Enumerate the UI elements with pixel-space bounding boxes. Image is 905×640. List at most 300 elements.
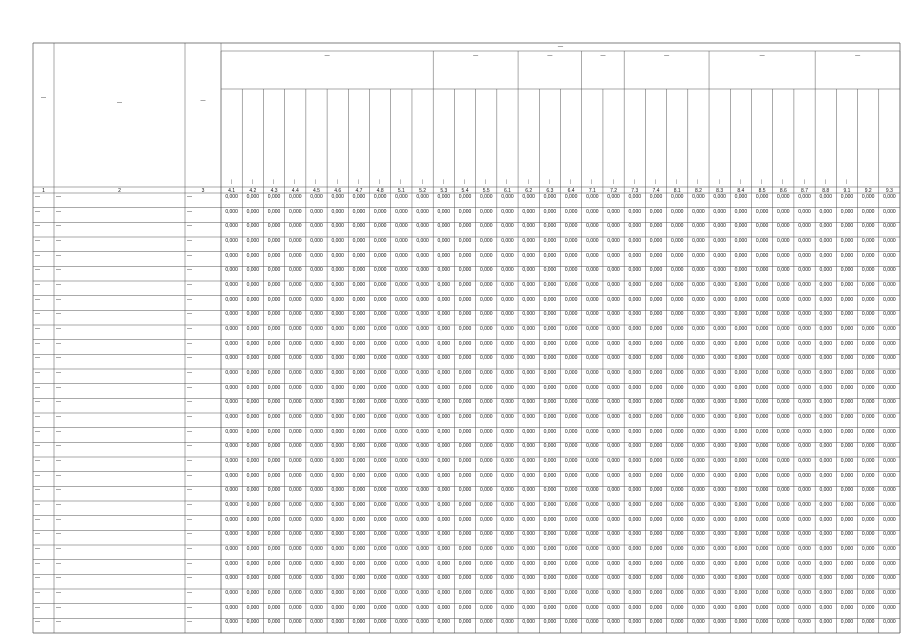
value-cell: 0,000 bbox=[373, 252, 387, 259]
value-cell: 0,000 bbox=[267, 516, 281, 523]
value-cell: 0,000 bbox=[692, 311, 705, 318]
header-indicator-label: — bbox=[271, 179, 277, 184]
value-cell: 0,000 bbox=[840, 252, 854, 259]
value-cell: 0,000 bbox=[628, 472, 642, 479]
value-cell: 0,000 bbox=[840, 208, 854, 215]
value-cell: 0,000 bbox=[331, 472, 344, 479]
value-cell: 0,000 bbox=[734, 443, 748, 450]
value-cell: 0,000 bbox=[289, 560, 302, 567]
value-cell: 0,000 bbox=[501, 428, 514, 435]
value-cell: 0,000 bbox=[479, 575, 493, 582]
value-cell: 0,000 bbox=[713, 428, 726, 435]
value-cell: 0,000 bbox=[501, 502, 514, 508]
value-cell: 0,000 bbox=[564, 414, 578, 420]
value-cell: 0,000 bbox=[692, 619, 705, 626]
value-cell: 0,000 bbox=[861, 267, 875, 274]
value-cell: 0,000 bbox=[819, 355, 832, 362]
value-cell: 0,000 bbox=[352, 458, 366, 464]
value-cell: 0,000 bbox=[437, 326, 451, 332]
value-cell: 0,000 bbox=[670, 575, 684, 582]
value-cell: 0,000 bbox=[310, 311, 323, 318]
value-cell: 0,000 bbox=[564, 443, 578, 450]
value-cell: 0,000 bbox=[819, 208, 832, 215]
value-cell: 0,000 bbox=[501, 252, 514, 259]
value-cell: 0,000 bbox=[883, 223, 896, 230]
value-cell: 0,000 bbox=[267, 223, 281, 230]
value-cell: 0,000 bbox=[543, 575, 557, 582]
value-cell: 0,000 bbox=[819, 282, 832, 288]
value-cell: 0,000 bbox=[777, 531, 790, 538]
value-cell: 0,000 bbox=[310, 531, 323, 538]
value-cell: 0,000 bbox=[543, 370, 557, 376]
project-id: — bbox=[187, 575, 192, 582]
value-cell: 0,000 bbox=[564, 370, 578, 376]
value-cell: 0,000 bbox=[501, 472, 514, 479]
value-cell: 0,000 bbox=[289, 326, 302, 332]
header-indicator-label: — bbox=[822, 179, 828, 184]
value-cell: 0,000 bbox=[840, 223, 854, 230]
value-cell: 0,000 bbox=[437, 414, 451, 420]
column-number: 5.4 bbox=[461, 187, 469, 193]
value-cell: 0,000 bbox=[479, 326, 493, 332]
value-cell: 0,000 bbox=[755, 238, 769, 244]
value-cell: 0,000 bbox=[267, 296, 281, 303]
value-cell: 0,000 bbox=[777, 194, 790, 200]
value-cell: 0,000 bbox=[840, 560, 854, 567]
value-cell: 0,000 bbox=[777, 326, 790, 332]
row-number: — bbox=[35, 531, 40, 538]
value-cell: 0,000 bbox=[628, 560, 642, 567]
value-cell: 0,000 bbox=[670, 516, 684, 523]
value-cell: 0,000 bbox=[522, 590, 535, 596]
value-cell: 0,000 bbox=[289, 546, 302, 552]
value-cell: 0,000 bbox=[246, 340, 260, 347]
value-cell: 0,000 bbox=[246, 355, 260, 362]
row-number: — bbox=[35, 472, 40, 479]
value-cell: 0,000 bbox=[819, 311, 832, 318]
header-indicator-label: — bbox=[292, 179, 298, 184]
value-cell: 0,000 bbox=[861, 428, 875, 435]
value-cell: 0,000 bbox=[458, 282, 472, 288]
project-id: — bbox=[187, 340, 192, 347]
value-cell: 0,000 bbox=[755, 487, 769, 494]
value-cell: 0,000 bbox=[586, 252, 599, 259]
value-cell: 0,000 bbox=[225, 355, 238, 362]
value-cell: 0,000 bbox=[501, 238, 514, 244]
value-cell: 0,000 bbox=[840, 311, 854, 318]
value-cell: 0,000 bbox=[543, 590, 557, 596]
value-cell: 0,000 bbox=[458, 384, 472, 391]
header-indicator-label: — bbox=[737, 179, 743, 184]
value-cell: 0,000 bbox=[883, 502, 896, 508]
value-cell: 0,000 bbox=[649, 502, 663, 508]
value-cell: 0,000 bbox=[543, 326, 557, 332]
value-cell: 0,000 bbox=[883, 619, 896, 626]
value-cell: 0,000 bbox=[586, 560, 599, 567]
value-cell: 0,000 bbox=[564, 340, 578, 347]
column-number: 9.1 bbox=[843, 187, 851, 193]
value-cell: 0,000 bbox=[479, 414, 493, 420]
value-cell: 0,000 bbox=[670, 370, 684, 376]
header-indicator-label: — bbox=[419, 179, 425, 184]
value-cell: 0,000 bbox=[310, 458, 323, 464]
value-cell: 0,000 bbox=[352, 340, 366, 347]
value-cell: 0,000 bbox=[373, 604, 387, 611]
value-cell: 0,000 bbox=[246, 443, 260, 450]
value-cell: 0,000 bbox=[564, 546, 578, 552]
value-cell: 0,000 bbox=[479, 370, 493, 376]
project-id: — bbox=[187, 326, 192, 332]
column-number: 9.3 bbox=[885, 187, 893, 193]
value-cell: 0,000 bbox=[501, 531, 514, 538]
value-cell: 0,000 bbox=[861, 487, 875, 494]
value-cell: 0,000 bbox=[607, 252, 620, 259]
value-cell: 0,000 bbox=[649, 575, 663, 582]
value-cell: 0,000 bbox=[522, 326, 535, 332]
value-cell: 0,000 bbox=[819, 194, 832, 200]
column-number: 7.2 bbox=[610, 187, 618, 193]
value-cell: 0,000 bbox=[692, 370, 705, 376]
value-cell: 0,000 bbox=[649, 267, 663, 274]
value-cell: 0,000 bbox=[755, 443, 769, 450]
value-cell: 0,000 bbox=[416, 370, 429, 376]
value-cell: 0,000 bbox=[777, 340, 790, 347]
value-cell: 0,000 bbox=[246, 326, 260, 332]
project-id: — bbox=[187, 282, 192, 288]
value-cell: 0,000 bbox=[628, 311, 642, 318]
value-cell: 0,000 bbox=[437, 531, 451, 538]
value-cell: 0,000 bbox=[352, 267, 366, 274]
value-cell: 0,000 bbox=[692, 267, 705, 274]
value-cell: 0,000 bbox=[883, 458, 896, 464]
value-cell: 0,000 bbox=[713, 560, 726, 567]
value-cell: 0,000 bbox=[607, 443, 620, 450]
value-cell: 0,000 bbox=[840, 194, 854, 200]
value-cell: 0,000 bbox=[670, 428, 684, 435]
value-cell: 0,000 bbox=[310, 575, 323, 582]
value-cell: 0,000 bbox=[522, 384, 535, 391]
value-cell: 0,000 bbox=[373, 223, 387, 230]
value-cell: 0,000 bbox=[246, 414, 260, 420]
value-cell: 0,000 bbox=[310, 355, 323, 362]
value-cell: 0,000 bbox=[352, 296, 366, 303]
value-cell: 0,000 bbox=[416, 326, 429, 332]
value-cell: 0,000 bbox=[267, 458, 281, 464]
value-cell: 0,000 bbox=[692, 208, 705, 215]
value-cell: 0,000 bbox=[543, 194, 557, 200]
value-cell: 0,000 bbox=[670, 546, 684, 552]
project-name: — bbox=[56, 590, 61, 596]
value-cell: 0,000 bbox=[840, 531, 854, 538]
value-cell: 0,000 bbox=[246, 428, 260, 435]
value-cell: 0,000 bbox=[840, 399, 854, 406]
row-number: — bbox=[35, 546, 40, 552]
header-indicator-label: — bbox=[610, 179, 616, 184]
value-cell: 0,000 bbox=[840, 443, 854, 450]
value-cell: 0,000 bbox=[352, 194, 366, 200]
value-cell: 0,000 bbox=[501, 604, 514, 611]
value-cell: 0,000 bbox=[819, 575, 832, 582]
value-cell: 0,000 bbox=[883, 238, 896, 244]
value-cell: 0,000 bbox=[564, 267, 578, 274]
value-cell: 0,000 bbox=[777, 575, 790, 582]
value-cell: 0,000 bbox=[543, 472, 557, 479]
value-cell: 0,000 bbox=[755, 208, 769, 215]
value-cell: 0,000 bbox=[713, 443, 726, 450]
project-id: — bbox=[187, 267, 192, 274]
value-cell: 0,000 bbox=[522, 531, 535, 538]
value-cell: 0,000 bbox=[246, 531, 260, 538]
value-cell: 0,000 bbox=[501, 326, 514, 332]
value-cell: 0,000 bbox=[543, 502, 557, 508]
column-number: 8.8 bbox=[822, 187, 830, 193]
value-cell: 0,000 bbox=[670, 340, 684, 347]
value-cell: 0,000 bbox=[840, 472, 854, 479]
value-cell: 0,000 bbox=[777, 267, 790, 274]
value-cell: 0,000 bbox=[458, 208, 472, 215]
value-cell: 0,000 bbox=[373, 194, 387, 200]
value-cell: 0,000 bbox=[649, 560, 663, 567]
value-cell: 0,000 bbox=[416, 238, 429, 244]
value-cell: 0,000 bbox=[543, 399, 557, 406]
value-cell: 0,000 bbox=[819, 340, 832, 347]
value-cell: 0,000 bbox=[225, 399, 238, 406]
value-cell: 0,000 bbox=[395, 296, 408, 303]
value-cell: 0,000 bbox=[225, 311, 238, 318]
value-cell: 0,000 bbox=[373, 502, 387, 508]
value-cell: 0,000 bbox=[734, 355, 748, 362]
value-cell: 0,000 bbox=[607, 267, 620, 274]
value-cell: 0,000 bbox=[692, 355, 705, 362]
value-cell: 0,000 bbox=[564, 590, 578, 596]
value-cell: 0,000 bbox=[225, 340, 238, 347]
value-cell: 0,000 bbox=[628, 443, 642, 450]
value-cell: 0,000 bbox=[416, 384, 429, 391]
value-cell: 0,000 bbox=[522, 619, 535, 626]
value-cell: 0,000 bbox=[798, 516, 811, 523]
value-cell: 0,000 bbox=[543, 311, 557, 318]
value-cell: 0,000 bbox=[819, 590, 832, 596]
value-cell: 0,000 bbox=[861, 384, 875, 391]
value-cell: 0,000 bbox=[373, 370, 387, 376]
value-cell: 0,000 bbox=[458, 370, 472, 376]
value-cell: 0,000 bbox=[225, 428, 238, 435]
value-cell: 0,000 bbox=[289, 443, 302, 450]
value-cell: 0,000 bbox=[373, 399, 387, 406]
value-cell: 0,000 bbox=[607, 282, 620, 288]
value-cell: 0,000 bbox=[798, 194, 811, 200]
header-project-id: — bbox=[200, 98, 206, 104]
header-indicator-label: — bbox=[589, 179, 595, 184]
row-number: — bbox=[35, 208, 40, 215]
value-cell: 0,000 bbox=[416, 414, 429, 420]
column-number: 6.3 bbox=[546, 187, 554, 193]
value-cell: 0,000 bbox=[586, 267, 599, 274]
value-cell: 0,000 bbox=[458, 619, 472, 626]
value-cell: 0,000 bbox=[670, 399, 684, 406]
value-cell: 0,000 bbox=[607, 355, 620, 362]
value-cell: 0,000 bbox=[713, 619, 726, 626]
value-cell: 0,000 bbox=[607, 575, 620, 582]
value-cell: 0,000 bbox=[246, 282, 260, 288]
header-indicator-label: — bbox=[228, 179, 234, 184]
value-cell: 0,000 bbox=[479, 428, 493, 435]
value-cell: 0,000 bbox=[692, 546, 705, 552]
value-cell: 0,000 bbox=[628, 399, 642, 406]
value-cell: 0,000 bbox=[289, 355, 302, 362]
value-cell: 0,000 bbox=[331, 267, 344, 274]
value-cell: 0,000 bbox=[564, 575, 578, 582]
value-cell: 0,000 bbox=[395, 370, 408, 376]
value-cell: 0,000 bbox=[777, 546, 790, 552]
value-cell: 0,000 bbox=[692, 326, 705, 332]
value-cell: 0,000 bbox=[692, 531, 705, 538]
value-cell: 0,000 bbox=[501, 458, 514, 464]
value-cell: 0,000 bbox=[755, 502, 769, 508]
value-cell: 0,000 bbox=[798, 311, 811, 318]
value-cell: 0,000 bbox=[416, 604, 429, 611]
column-number: 6.4 bbox=[567, 187, 575, 193]
value-cell: 0,000 bbox=[225, 252, 238, 259]
value-cell: 0,000 bbox=[479, 502, 493, 508]
value-cell: 0,000 bbox=[798, 296, 811, 303]
value-cell: 0,000 bbox=[501, 619, 514, 626]
value-cell: 0,000 bbox=[458, 516, 472, 523]
header-indicator-label: — bbox=[334, 179, 340, 184]
value-cell: 0,000 bbox=[861, 252, 875, 259]
value-cell: 0,000 bbox=[310, 267, 323, 274]
value-cell: 0,000 bbox=[479, 472, 493, 479]
value-cell: 0,000 bbox=[395, 502, 408, 508]
value-cell: 0,000 bbox=[734, 546, 748, 552]
value-cell: 0,000 bbox=[522, 487, 535, 494]
value-cell: 0,000 bbox=[352, 355, 366, 362]
value-cell: 0,000 bbox=[543, 384, 557, 391]
value-cell: 0,000 bbox=[437, 208, 451, 215]
value-cell: 0,000 bbox=[840, 516, 854, 523]
value-cell: 0,000 bbox=[734, 340, 748, 347]
row-number: — bbox=[35, 502, 40, 508]
value-cell: 0,000 bbox=[734, 531, 748, 538]
header-indicator-label: — bbox=[504, 179, 510, 184]
header-indicator-label: — bbox=[313, 179, 319, 184]
value-cell: 0,000 bbox=[713, 238, 726, 244]
value-cell: 0,000 bbox=[479, 223, 493, 230]
value-cell: 0,000 bbox=[458, 223, 472, 230]
project-name: — bbox=[56, 238, 61, 244]
value-cell: 0,000 bbox=[755, 340, 769, 347]
value-cell: 0,000 bbox=[395, 252, 408, 259]
value-cell: 0,000 bbox=[437, 296, 451, 303]
value-cell: 0,000 bbox=[564, 384, 578, 391]
value-cell: 0,000 bbox=[543, 282, 557, 288]
value-cell: 0,000 bbox=[246, 384, 260, 391]
value-cell: 0,000 bbox=[564, 208, 578, 215]
value-cell: 0,000 bbox=[670, 487, 684, 494]
value-cell: 0,000 bbox=[501, 575, 514, 582]
value-cell: 0,000 bbox=[310, 282, 323, 288]
value-cell: 0,000 bbox=[331, 590, 344, 596]
value-cell: 0,000 bbox=[225, 370, 238, 376]
value-cell: 0,000 bbox=[352, 414, 366, 420]
header-indicator-label: — bbox=[568, 179, 574, 184]
value-cell: 0,000 bbox=[289, 370, 302, 376]
value-cell: 0,000 bbox=[777, 502, 790, 508]
value-cell: 0,000 bbox=[395, 267, 408, 274]
value-cell: 0,000 bbox=[225, 546, 238, 552]
project-name: — bbox=[56, 208, 61, 215]
value-cell: 0,000 bbox=[267, 546, 281, 552]
value-cell: 0,000 bbox=[289, 311, 302, 318]
value-cell: 0,000 bbox=[395, 472, 408, 479]
value-cell: 0,000 bbox=[586, 458, 599, 464]
value-cell: 0,000 bbox=[649, 282, 663, 288]
value-cell: 0,000 bbox=[352, 590, 366, 596]
value-cell: 0,000 bbox=[331, 619, 344, 626]
value-cell: 0,000 bbox=[246, 560, 260, 567]
value-cell: 0,000 bbox=[586, 619, 599, 626]
value-cell: 0,000 bbox=[840, 384, 854, 391]
value-cell: 0,000 bbox=[543, 516, 557, 523]
project-id: — bbox=[187, 355, 192, 362]
value-cell: 0,000 bbox=[458, 252, 472, 259]
value-cell: 0,000 bbox=[734, 575, 748, 582]
value-cell: 0,000 bbox=[352, 560, 366, 567]
value-cell: 0,000 bbox=[883, 472, 896, 479]
value-cell: 0,000 bbox=[543, 546, 557, 552]
value-cell: 0,000 bbox=[331, 326, 344, 332]
value-cell: 0,000 bbox=[777, 590, 790, 596]
value-cell: 0,000 bbox=[373, 340, 387, 347]
row-number: — bbox=[35, 428, 40, 435]
row-number: — bbox=[35, 487, 40, 494]
value-cell: 0,000 bbox=[586, 355, 599, 362]
value-cell: 0,000 bbox=[225, 267, 238, 274]
value-cell: 0,000 bbox=[437, 384, 451, 391]
value-cell: 0,000 bbox=[713, 282, 726, 288]
value-cell: 0,000 bbox=[395, 282, 408, 288]
value-cell: 0,000 bbox=[607, 296, 620, 303]
value-cell: 0,000 bbox=[543, 458, 557, 464]
value-cell: 0,000 bbox=[777, 370, 790, 376]
value-cell: 0,000 bbox=[395, 326, 408, 332]
value-cell: 0,000 bbox=[225, 384, 238, 391]
header-group-label: — bbox=[759, 53, 765, 59]
value-cell: 0,000 bbox=[246, 546, 260, 552]
value-cell: 0,000 bbox=[798, 560, 811, 567]
value-cell: 0,000 bbox=[458, 267, 472, 274]
value-cell: 0,000 bbox=[479, 458, 493, 464]
value-cell: 0,000 bbox=[607, 590, 620, 596]
value-cell: 0,000 bbox=[819, 238, 832, 244]
value-cell: 0,000 bbox=[649, 399, 663, 406]
value-cell: 0,000 bbox=[607, 604, 620, 611]
value-cell: 0,000 bbox=[289, 399, 302, 406]
value-cell: 0,000 bbox=[692, 575, 705, 582]
value-cell: 0,000 bbox=[267, 355, 281, 362]
project-id: — bbox=[187, 487, 192, 494]
value-cell: 0,000 bbox=[607, 472, 620, 479]
value-cell: 0,000 bbox=[564, 487, 578, 494]
value-cell: 0,000 bbox=[755, 604, 769, 611]
value-cell: 0,000 bbox=[310, 384, 323, 391]
value-cell: 0,000 bbox=[777, 355, 790, 362]
column-number: 9.2 bbox=[864, 187, 872, 193]
value-cell: 0,000 bbox=[861, 296, 875, 303]
value-cell: 0,000 bbox=[861, 223, 875, 230]
value-cell: 0,000 bbox=[692, 414, 705, 420]
value-cell: 0,000 bbox=[564, 619, 578, 626]
